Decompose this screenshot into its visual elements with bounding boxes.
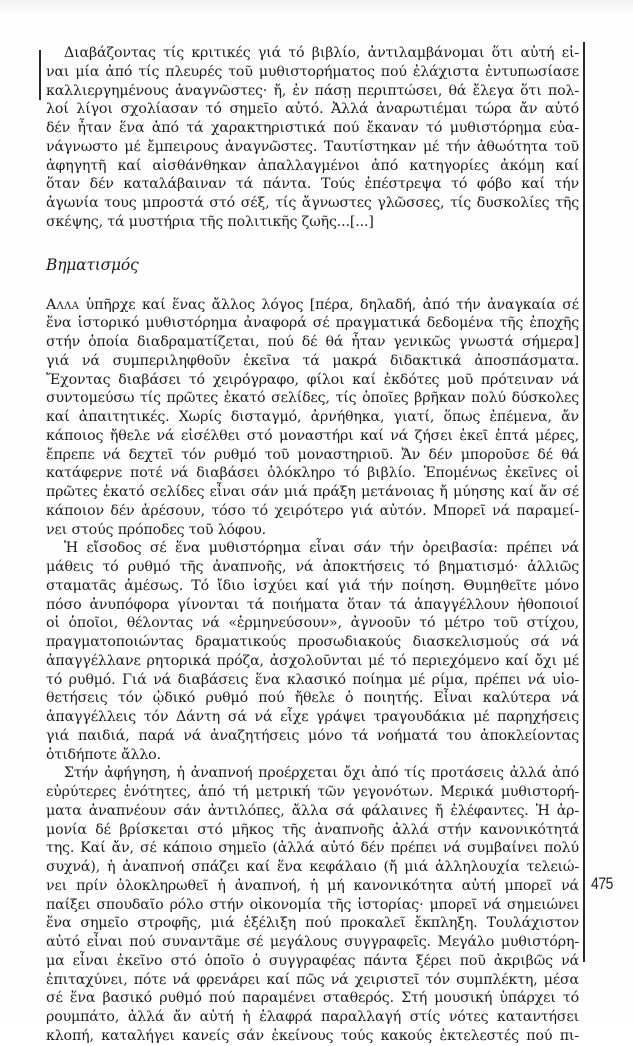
scan-bleed-through bbox=[0, 0, 633, 14]
text-line: μάθεις τό ρυθμό τῆς ἀναπνοῆς, νά ἀποκτήσεις τό βηματισμό· ἀλλιῶς bbox=[46, 559, 579, 575]
text-line: θετήσεις τόν ᾠδικό ρυθμό πού ἤθελε ὁ ποιητής. Εἶναι καλύτερα νά bbox=[46, 690, 579, 707]
text-line: εὐρύτερες ἑνότητες, ἀπό τή μετρική τῶν γεγονότων. Μερικά μυθιστορή- bbox=[46, 784, 579, 800]
text-column bbox=[46, 44, 579, 1046]
text-line: Διαβάζοντας τίς κριτικές γιά τό βιβλίο, ἀντιλαμβάνομαι ὅτι αὐτή εἰ- bbox=[64, 45, 579, 61]
left-margin-rule bbox=[39, 50, 41, 100]
text-run: ὑπῆρχε καί ἕνας ἄλλος λόγος [πέρα, δηλαδή, ἀπό τήν ἀναγκαία σέ bbox=[79, 296, 579, 313]
text-line: νάγνωστο μέ ἔμπειρους ἀναγνῶστες. Ταυτίστηκαν μέ τήν ἀθωότητα τοῦ bbox=[46, 138, 579, 155]
text-line: στήν ὁποία διαδραματίζεται, πού δέ θά ἦταν γενικῶς γνωστά σήμερα] bbox=[46, 334, 579, 350]
text-line: καί ἀπαιτητικές. Χωρίς δισταγμό, ἀρνήθηκα, γιατί, ὅπως ἐπέμενα, ἄν bbox=[46, 409, 579, 425]
page-number: 475 bbox=[591, 874, 614, 893]
text-line: τό ρυθμό. Γιά νά διαβάσεις ἕνα κλασικό ποίημα μέ ρίμα, πρέπει νά υἱο- bbox=[46, 671, 579, 688]
text-line: πρῶτες ἑκατό σελίδες εἶναι σάν μιά πράξη μετάνοιας ἤ μύησης καί ἄν σέ bbox=[46, 484, 579, 500]
text-line: πραγματοποιώντας δραματικούς προσωδιακούς διασκελισμούς σά νά bbox=[46, 634, 579, 650]
text-line: μονία δέ βρίσκεται στό μῆκος τῆς ἀναπνοῆς ἀλλά στήν κανονικότητά bbox=[46, 821, 579, 838]
text-line: ματα ἀναπνέουν σάν ἀντιλόπες, ἄλλα σά φάλαινες ἤ ἐλέφαντες. Ἡ ἁρ- bbox=[46, 802, 579, 819]
text-line: της. Καί ἄν, σέ κάποιο σημεῖο (ἀλλά αὐτό δέν πρέπει νά συμβαίνει πολύ bbox=[46, 840, 579, 857]
text-line: ρουμπάτο, ἀλλά ἄν αὐτή ἡ ἐλαφρά παραλλαγή στίς νότες καταντήσει bbox=[46, 1009, 579, 1025]
paragraph bbox=[46, 764, 579, 1045]
text-line: ἀφηγητῆ καί αἰσθάνθηκαν ἀπαλλαγμένοι ἀπό κατηγορίες ἀκόμη καί bbox=[46, 157, 579, 174]
text-line: νει πρίν ὁλοκληρωθεῖ ἡ ἀναπνοή, ἡ μή κανονικότητα αὐτή μπορεῖ νά bbox=[46, 877, 579, 894]
text-line: ἐπιταχύνει, πότε νά φρενάρει καί πῶς νά χειριστεῖ τόν συμπλέκτη, μέσα bbox=[46, 971, 579, 988]
text-line: ὁτιδήποτε ἄλλο. bbox=[46, 746, 161, 763]
text-line: μα εἶναι ἐκεῖνο στό ὁποῖο ὁ συγγραφέας πάντα ξέρει ποῦ ἀκριβῶς νά bbox=[46, 952, 579, 969]
text-line: καλλιεργημένους ἀναγνῶστες· ἤ, ἐν πάσῃ περιπτώσει, θά ἔλεγα ὅτι πολ- bbox=[46, 82, 579, 99]
text-line: σκέψης, τά μυστήρια τῆς πολιτικῆς ζωῆς...[...] bbox=[46, 213, 374, 230]
text-line: λοί λίγοι σχολίασαν τό σημεῖο αὐτό. Ἀλλά ἀναρωτιέμαι τώρα ἄν αὐτό bbox=[46, 101, 579, 118]
text-line: κλοπή, καταλήγει κανείς σάν ἐκείνους τούς κακούς ἐκτελεστές πού πι- bbox=[46, 1027, 579, 1044]
text-line: νει στούς πρόποδες τοῦ λόφου. bbox=[46, 521, 266, 538]
text-line: σταματᾶς ἀμέσως. Τό ἴδιο ἰσχύει καί γιά τήν ποίηση. Θυμηθεῖτε μόνο bbox=[46, 577, 579, 594]
spacer bbox=[46, 232, 579, 254]
text-line: δέν ἦταν ἕνα ἀπό τά χαρακτηριστικά πού ἔκαναν τό μυθιστόρημα εὐα- bbox=[46, 120, 579, 136]
text-line: κάποιος ἤθελε νά εἰσέλθει στό μοναστήρι καί νά ζήσει ἐκεῖ ἑπτά μέρες, bbox=[46, 427, 579, 444]
text-line: ναι μία ἀπό τίς πλευρές τοῦ μυθιστορήματος πού ἐλάχιστα ἐντυπωσίασε bbox=[46, 63, 579, 80]
paragraph bbox=[46, 539, 579, 764]
text-line: ἀγωνία τους μπροστά στό σέξ, τίς ἄγνωστες γλῶσσες, τίς δυσκολίες τῆς bbox=[46, 195, 579, 211]
opening-smallcaps: Αλλα bbox=[46, 296, 80, 313]
text-line: Στήν ἀφήγηση, ἡ ἀναπνοή προέρχεται ὄχι ἀπό τίς προτάσεις ἀλλά ἀπό bbox=[64, 765, 579, 782]
text-line: παίξει σπουδαῖο ρόλο στήν οἰκονομία τῆς ἱστορίας· μπορεῖ νά σημειώνει bbox=[46, 896, 579, 913]
text-line: ἀπαγγέλλανε ρητορικά πρόζα, ἀσχολοῦνται μέ τό περιεχόμενο καί ὄχι μέ bbox=[46, 652, 579, 669]
text-line: σέ ἕνα βασικό ρυθμό πού παραμένει σταθερός. Στή μουσική ὑπάρχει τό bbox=[46, 990, 579, 1007]
quoted-paragraph bbox=[46, 44, 579, 232]
section-heading: Βηματισμός bbox=[46, 255, 139, 274]
text-line bbox=[46, 296, 579, 315]
text-line: αὐτό εἶναι πού συναντᾶμε σέ μεγάλους συγγραφεῖς. Μεγάλο μυθιστόρη- bbox=[46, 934, 579, 950]
text-line: ὅταν δέν καταλάβαιναν τά πάντα. Τούς ἐπέστρεψα τό φόβο καί τήν bbox=[46, 176, 579, 193]
text-line: κατάφερνε ποτέ νά διαβάσει ὁλόκληρο τό βιβλίο. Ἐπομένως ἐκεῖνες οἱ bbox=[46, 465, 579, 482]
text-line: γιά νά συμπεριληφθοῦν ἐκεῖνα τά μακρά διδακτικά ἀποσπάσματα. bbox=[46, 352, 579, 369]
text-line: πόσο ἀνυπόφορα γίνονται τά ποιήματα ὅταν τά ἀπαγγέλλουν ἠθοποιοί bbox=[46, 596, 579, 613]
right-margin-rule bbox=[583, 42, 585, 962]
text-line: Ἡ εἴσοδος σέ ἕνα μυθιστόρημα εἶναι σάν τήν ὀρειβασία: πρέπει νά bbox=[64, 540, 579, 557]
text-line: κάποιον δέν ἀρέσουν, τόσο τό χειρότερο γιά αὐτόν. Μπορεῖ νά παραμεί- bbox=[46, 502, 579, 519]
text-line: Ἔχοντας διαβάσει τό χειρόγραφο, φίλοι καί ἐκδότες μοῦ πρότειναν νά bbox=[46, 371, 579, 388]
text-line: ἀπαγγέλλεις τόν Δάντη σά νά εἶχε γράψει τραγουδάκια μέ παρηχήσεις bbox=[46, 709, 579, 725]
text-line: ἕνα σημεῖο στροφῆς, μιά ἐξέλιξη πού προκαλεῖ ἔκπληξη. Τουλάχιστον bbox=[46, 915, 579, 932]
paragraph bbox=[46, 296, 579, 540]
text-line: οἱ ὁποῖοι, θέλοντας νά «ἑρμηνεύσουν», ἀγνοοῦν τό μέτρο τοῦ στίχου, bbox=[46, 615, 579, 632]
text-line: γιά παιδιά, παρά νά ἀναζητήσεις μόνο τά νοήματά του ἀποκλείοντας bbox=[46, 727, 579, 744]
text-line: συχνά), ἡ ἀναπνοή σπάζει καί ἕνα κεφάλαιο (ἤ μιά ἀλληλουχία τελειώ- bbox=[46, 859, 579, 875]
text-line: ἔπρεπε νά δεχτεῖ τόν ρυθμό τοῦ μοναστηριοῦ. Ἄν δέν μποροῦσε δέ θά bbox=[46, 446, 579, 463]
spacer bbox=[46, 276, 579, 296]
text-line: συντομεύσω τίς πρῶτες ἑκατό σελίδες, τίς ὁποῖες βρῆκαν πολύ δύσκολες bbox=[46, 390, 579, 407]
text-line: ἕνα ἱστορικό μυθιστόρημα ἀναφορά σέ πραγματικά δεδομένα τῆς ἐποχῆς bbox=[46, 315, 579, 332]
